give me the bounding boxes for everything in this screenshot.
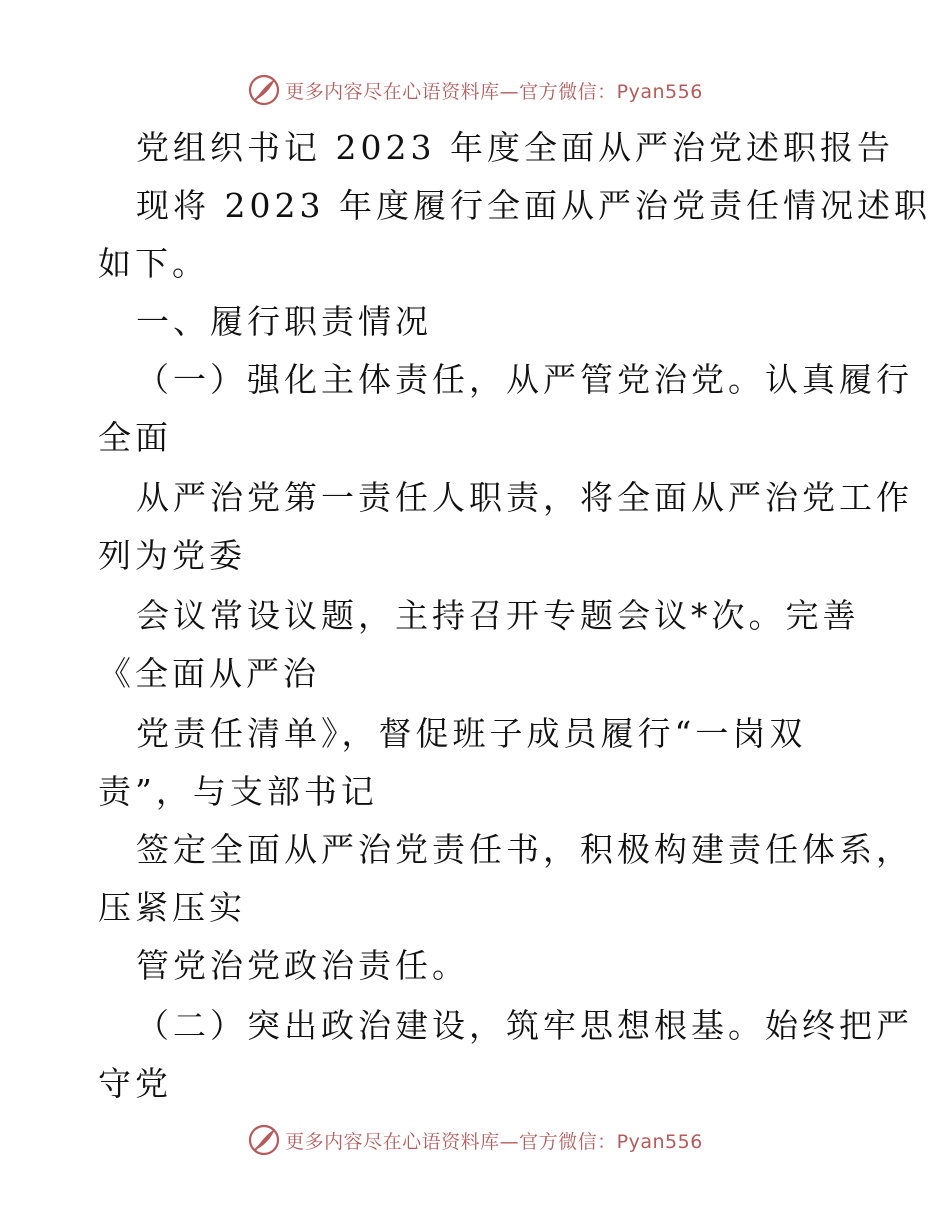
paragraph-line: 从严治党第一责任人职责，将全面从严治党工作 (136, 478, 913, 517)
document-title: 党组织书记 2023 年度全面从严治党述职报告 (136, 128, 894, 167)
paragraph-line: （二）突出政治建设，筑牢思想根基。始终把严 (136, 1006, 913, 1045)
paragraph-line: 《全面从严治 (98, 654, 320, 693)
paragraph-line: 会议常设议题，主持召开专题会议*次。完善 (136, 596, 860, 635)
paragraph-line: 压紧压实 (98, 888, 246, 927)
banner-wechat-text: 官方微信：Pyan556 (519, 1130, 703, 1153)
paragraph-line: 全面 (98, 418, 172, 457)
section-heading: 一、履行职责情况 (136, 302, 432, 341)
paragraph-line: 责”，与支部书记 (98, 772, 378, 811)
paragraph-line: 列为党委 (98, 536, 246, 575)
paragraph-line: 党责任清单》，督促班子成员履行“一岗双 (136, 714, 807, 753)
paragraph-line: （一）强化主体责任，从严管党治党。认真履行 (136, 360, 913, 399)
banner-text (285, 1127, 703, 1154)
banner-separator: — (499, 1130, 520, 1153)
banner-separator: — (499, 80, 520, 103)
banner-main-text: 更多内容尽在心语资料库 (285, 80, 500, 103)
paragraph-line: 守党 (98, 1064, 172, 1103)
banner-wechat-text: 官方微信：Pyan556 (519, 80, 703, 103)
paragraph-line: 管党治党政治责任。 (136, 946, 469, 985)
paragraph-line: 现将 2023 年度履行全面从严治党责任情况述职 (136, 186, 931, 225)
paragraph-line: 签定全面从严治党责任书，积极构建责任体系， (136, 830, 913, 869)
banner-main-text: 更多内容尽在心语资料库 (285, 1130, 500, 1153)
paragraph-line: 如下。 (98, 244, 209, 283)
footer-banner (0, 1118, 950, 1162)
feather-pen-logo-icon (247, 1123, 281, 1157)
